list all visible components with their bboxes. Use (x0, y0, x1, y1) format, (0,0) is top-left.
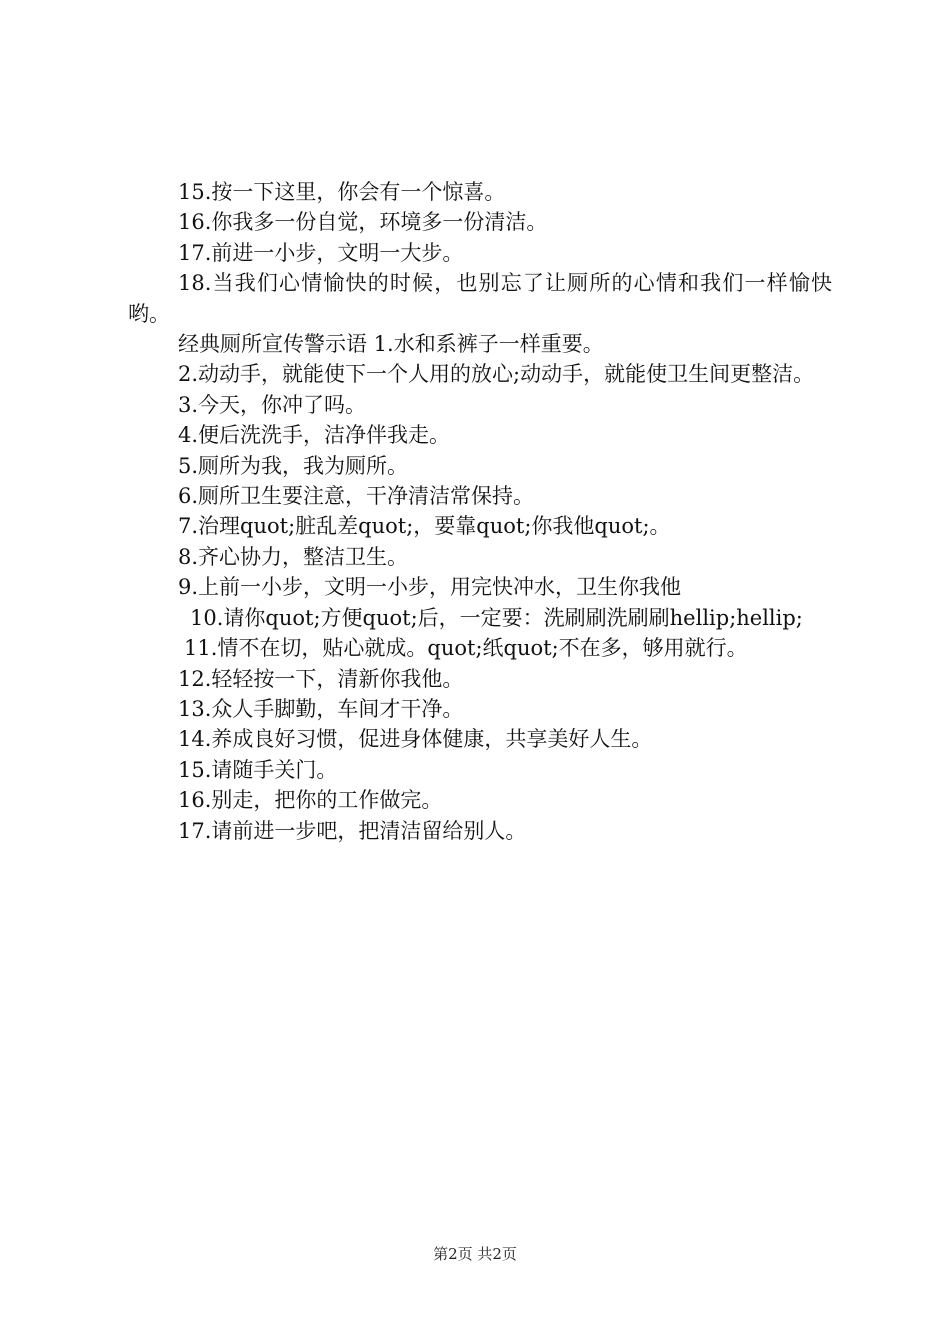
paragraph-18: 18.当我们心情愉快的时候，也别忘了让厕所的心情和我们一样愉快哟。 (128, 271, 832, 326)
paragraph-9: 9.上前一小步，文明一小步，用完快冲水，卫生你我他 (178, 575, 682, 600)
paragraph-6: 6.厕所卫生要注意，干净清洁常保持。 (178, 484, 535, 509)
paragraph-2: 2.动动手，就能使下一个人用的放心;动动手，就能使卫生间更整洁。 (178, 362, 815, 387)
paragraph-15b: 15.请随手关门。 (178, 757, 338, 782)
paragraph-7: 7.治理quot;脏乱差quot;，要靠quot;你我他quot;。 (178, 514, 671, 539)
paragraph-5: 5.厕所为我，我为厕所。 (178, 453, 409, 478)
paragraph-16b: 16.别走，把你的工作做完。 (178, 788, 443, 813)
paragraph-4: 4.便后洗洗手，洁净伴我走。 (178, 423, 451, 448)
section-heading-paragraph: 经典厕所宣传警示语 1.水和系裤子一样重要。 (178, 332, 604, 357)
paragraph-3: 3.今天，你冲了吗。 (178, 392, 367, 417)
paragraph-15: 15.按一下这里，你会有一个惊喜。 (178, 180, 506, 204)
paragraph-16: 16.你我多一份自觉，环境多一份清洁。 (178, 210, 548, 235)
paragraph-14: 14.养成良好习惯，促进身体健康，共享美好人生。 (178, 727, 653, 752)
paragraph-12: 12.轻轻按一下，清新你我他。 (178, 666, 464, 691)
paragraph-10: 10.请你quot;方便quot;后，一定要：洗刷刷洗刷刷hellip;hellip; (190, 605, 803, 630)
paragraph-17b: 17.请前进一步吧，把清洁留给别人。 (178, 818, 527, 843)
paragraph-17: 17.前进一小步，文明一大步。 (178, 240, 464, 265)
paragraph-13: 13.众人手脚勤，车间才干净。 (178, 696, 464, 721)
document-body (128, 177, 832, 846)
paragraph-11: 11.情不在切，贴心就成。quot;纸quot;不在多，够用就行。 (184, 636, 748, 661)
page-footer: 第2页 共2页 (433, 1245, 517, 1263)
paragraph-8: 8.齐心协力，整洁卫生。 (178, 544, 409, 569)
